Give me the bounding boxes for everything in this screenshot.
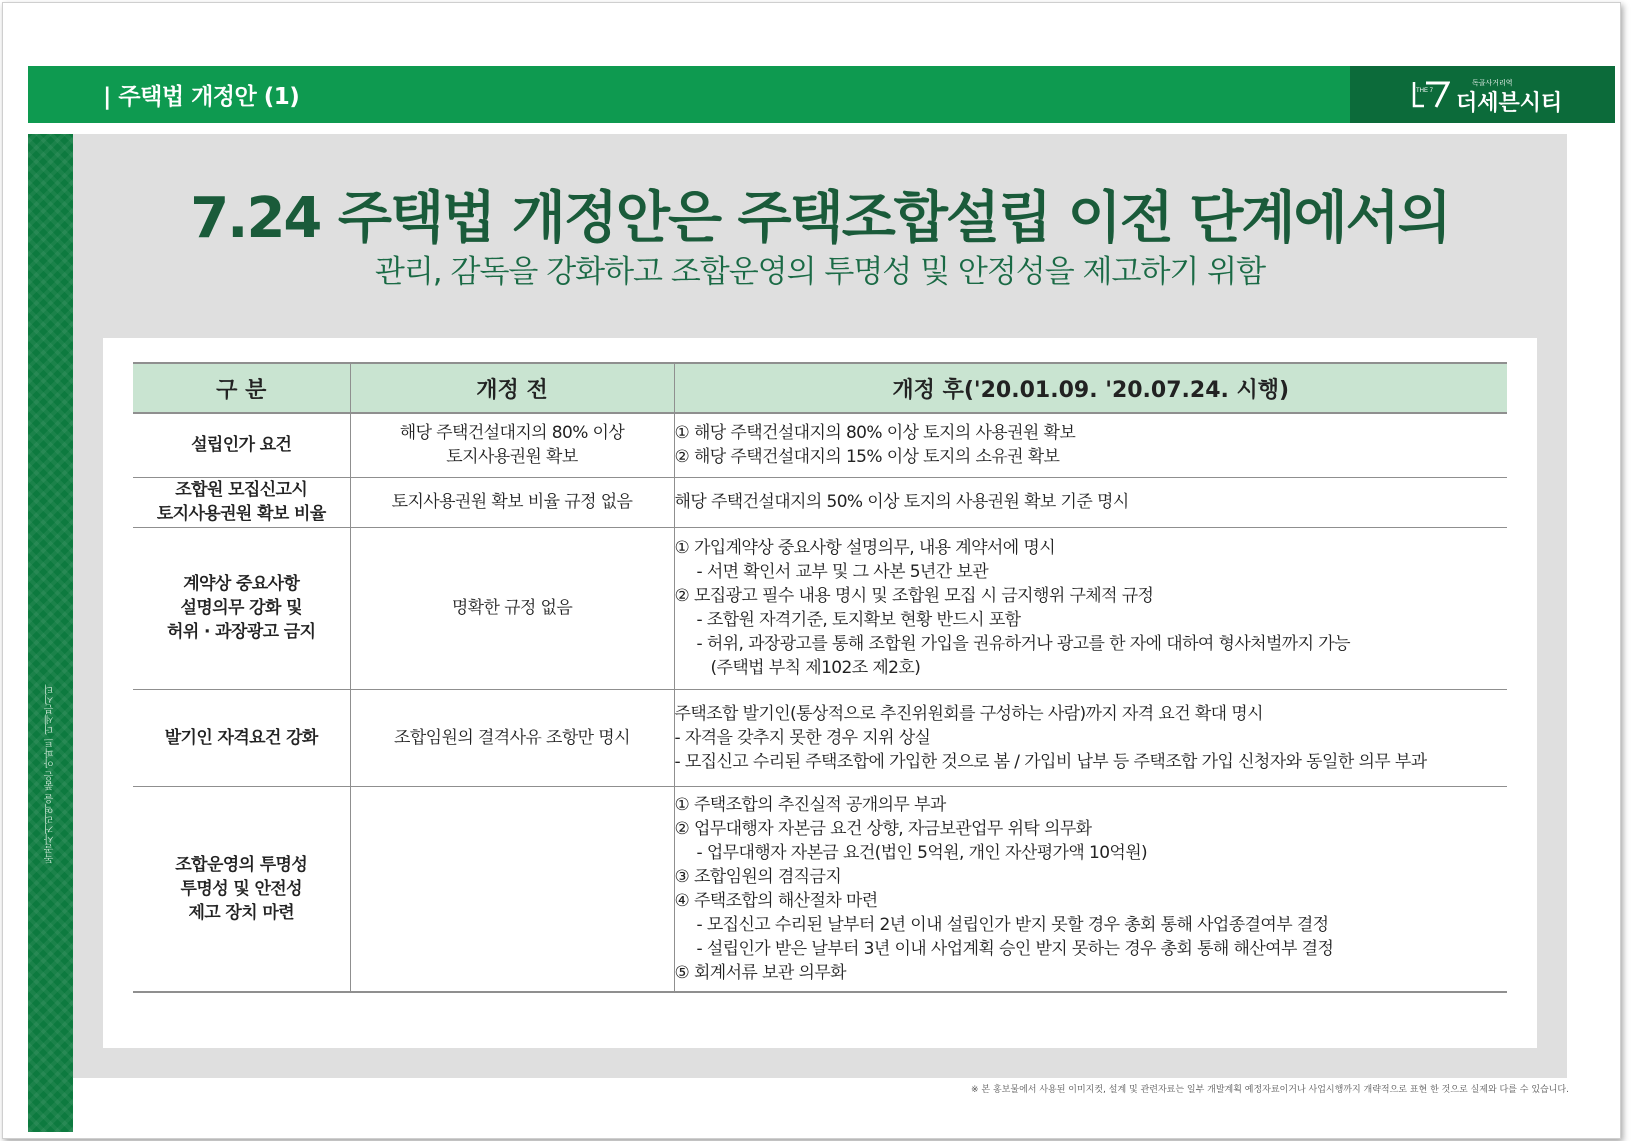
after-cell-line: - 조합원 자격기준, 토지확보 현황 반드시 포함	[696, 610, 1021, 630]
category-cell-line: 투명성 및 안전성	[180, 878, 302, 899]
before-cell	[350, 689, 674, 786]
subheadline: 관리, 감독을 강화하고 조합운영의 투명성 및 안정성을 제고하기 위함	[374, 254, 1266, 290]
category-cell-line: 조합운영의 투명성	[175, 854, 308, 875]
before-cell-line: 조합임원의 결격사유 조항만 명시	[394, 727, 630, 748]
after-cell-line: - 설립인가 받은 날부터 3년 이내 사업계획 승인 받지 못하는 경우 총회 통해 해산여부 결정	[696, 938, 1334, 959]
table-row	[133, 786, 1507, 992]
headline: 7.24 주택법 개정안은 주택조합설립 이전 단계에서의	[190, 186, 1450, 251]
after-cell-line: (주택법 부칙 제102조 제2호)	[710, 658, 921, 678]
category-cell-line: 발기인 자격요건 강화	[164, 727, 318, 748]
after-cell-line: ① 주택조합의 추진실적 공개의무 부과	[674, 794, 946, 815]
content-panel	[73, 134, 1567, 1078]
before-cell-line: 해당 주택건설대지의 80% 이상	[399, 423, 625, 444]
category-cell-line: 계약상 중요사항	[183, 574, 300, 594]
before-cell-line: 토지사용권원 확보 비율 규정 없음	[391, 492, 633, 512]
brand-logo	[1350, 66, 1615, 123]
the-seven-logo-icon	[1410, 78, 1450, 110]
after-cell-line: ⑤ 회계서류 보관 의무화	[674, 962, 846, 983]
table-row	[133, 477, 1507, 527]
after-cell-line: - 업무대행자 자본금 요건(법인 5억원, 개인 자산평가액 10억원)	[696, 842, 1148, 863]
category-cell-line: 허위 · 과장광고 금지	[167, 622, 316, 642]
category-cell	[133, 477, 350, 527]
category-cell	[133, 786, 350, 992]
category-cell-line: 설립인가 요건	[191, 435, 292, 456]
amendment-table	[133, 362, 1507, 993]
header-category: 구 분	[133, 363, 350, 413]
header-bar	[28, 66, 1615, 123]
category-cell	[133, 527, 350, 689]
after-cell-line: ② 모집광고 필수 내용 명시 및 조합원 모집 시 금지행위 구체적 규정	[674, 586, 1154, 606]
after-cell-line: - 허위, 과장광고를 통해 조합원 가입을 권유하거나 광고를 한 자에 대하여 형사처벌까지 가능	[696, 634, 1350, 654]
category-cell-line: 조합원 모집신고시	[175, 480, 308, 500]
category-cell-line: 토지사용권원 확보 비율	[156, 504, 326, 524]
after-cell-line: - 모집신고 수리된 날부터 2년 이내 설립인가 받지 못할 경우 총회 통해 사업종결여부 결정	[696, 914, 1329, 935]
side-caption: 독골사거리역을 품은 아파트 더세븐시티	[45, 684, 56, 864]
logo-tagline: 독골사거리역	[1472, 79, 1513, 87]
after-cell	[674, 413, 1507, 477]
logo-mark-text: THE 7	[1416, 88, 1434, 94]
before-cell-line: 명확한 규정 없음	[451, 598, 573, 618]
before-cell	[350, 786, 674, 992]
category-cell	[133, 413, 350, 477]
after-cell-line: ① 가입계약상 중요사항 설명의무, 내용 계약서에 명시	[674, 538, 1056, 558]
table-row	[133, 689, 1507, 786]
after-cell-line: 해당 주택건설대지의 50% 이상 토지의 사용권원 확보 기준 명시	[674, 492, 1129, 512]
category-cell-line: 설명의무 강화 및	[180, 598, 302, 618]
table-header-row	[133, 363, 1507, 413]
after-cell	[674, 689, 1507, 786]
before-cell-line: 토지사용권원 확보	[446, 447, 578, 468]
table-row	[133, 413, 1507, 477]
footnote: ※ 본 홍보물에서 사용된 이미지컷, 설계 및 관련자료는 일부 개발계획 예정자료이거나 사업시행까지 개략적으로 표현 한 것으로 실제와 다를 수 있습니다.	[971, 1085, 1569, 1095]
after-cell	[674, 786, 1507, 992]
after-cell-line: ③ 조합임원의 겸직금지	[674, 866, 842, 887]
table-card	[103, 338, 1537, 1048]
logo-text: 더세븐시티	[1456, 91, 1563, 116]
header-after: 개정 후('20.01.09. '20.07.24. 시행)	[674, 363, 1507, 413]
before-cell	[350, 413, 674, 477]
after-cell-line: - 서면 확인서 교부 및 그 사본 5년간 보관	[696, 562, 989, 582]
after-cell-line: 주택조합 발기인(통상적으로 추진위원회를 구성하는 사람)까지 자격 요건 확대 명시	[674, 703, 1263, 724]
after-cell-line: - 자격을 갖추지 못한 경우 지위 상실	[674, 727, 931, 748]
category-cell-line: 제고 장치 마련	[188, 902, 295, 923]
after-cell-line: ② 해당 주택건설대지의 15% 이상 토지의 소유권 확보	[674, 447, 1060, 468]
side-decor-strip	[28, 134, 73, 1132]
after-cell-line: - 모집신고 수리된 주택조합에 가입한 것으로 봄 / 가입비 납부 등 주택조합 가입 신청자와 동일한 의무 부과	[674, 751, 1427, 772]
table-row	[133, 527, 1507, 689]
after-cell-line: ① 해당 주택건설대지의 80% 이상 토지의 사용권원 확보	[674, 423, 1076, 444]
after-cell-line: ④ 주택조합의 해산절차 마련	[674, 890, 878, 911]
after-cell	[674, 527, 1507, 689]
header-before: 개정 전	[350, 363, 674, 413]
category-cell	[133, 689, 350, 786]
before-cell	[350, 477, 674, 527]
after-cell	[674, 477, 1507, 527]
before-cell	[350, 527, 674, 689]
section-title: | 주택법 개정안 (1)	[103, 84, 300, 110]
after-cell-line: ② 업무대행자 자본금 요건 상향, 자금보관업무 위탁 의무화	[674, 818, 1092, 839]
